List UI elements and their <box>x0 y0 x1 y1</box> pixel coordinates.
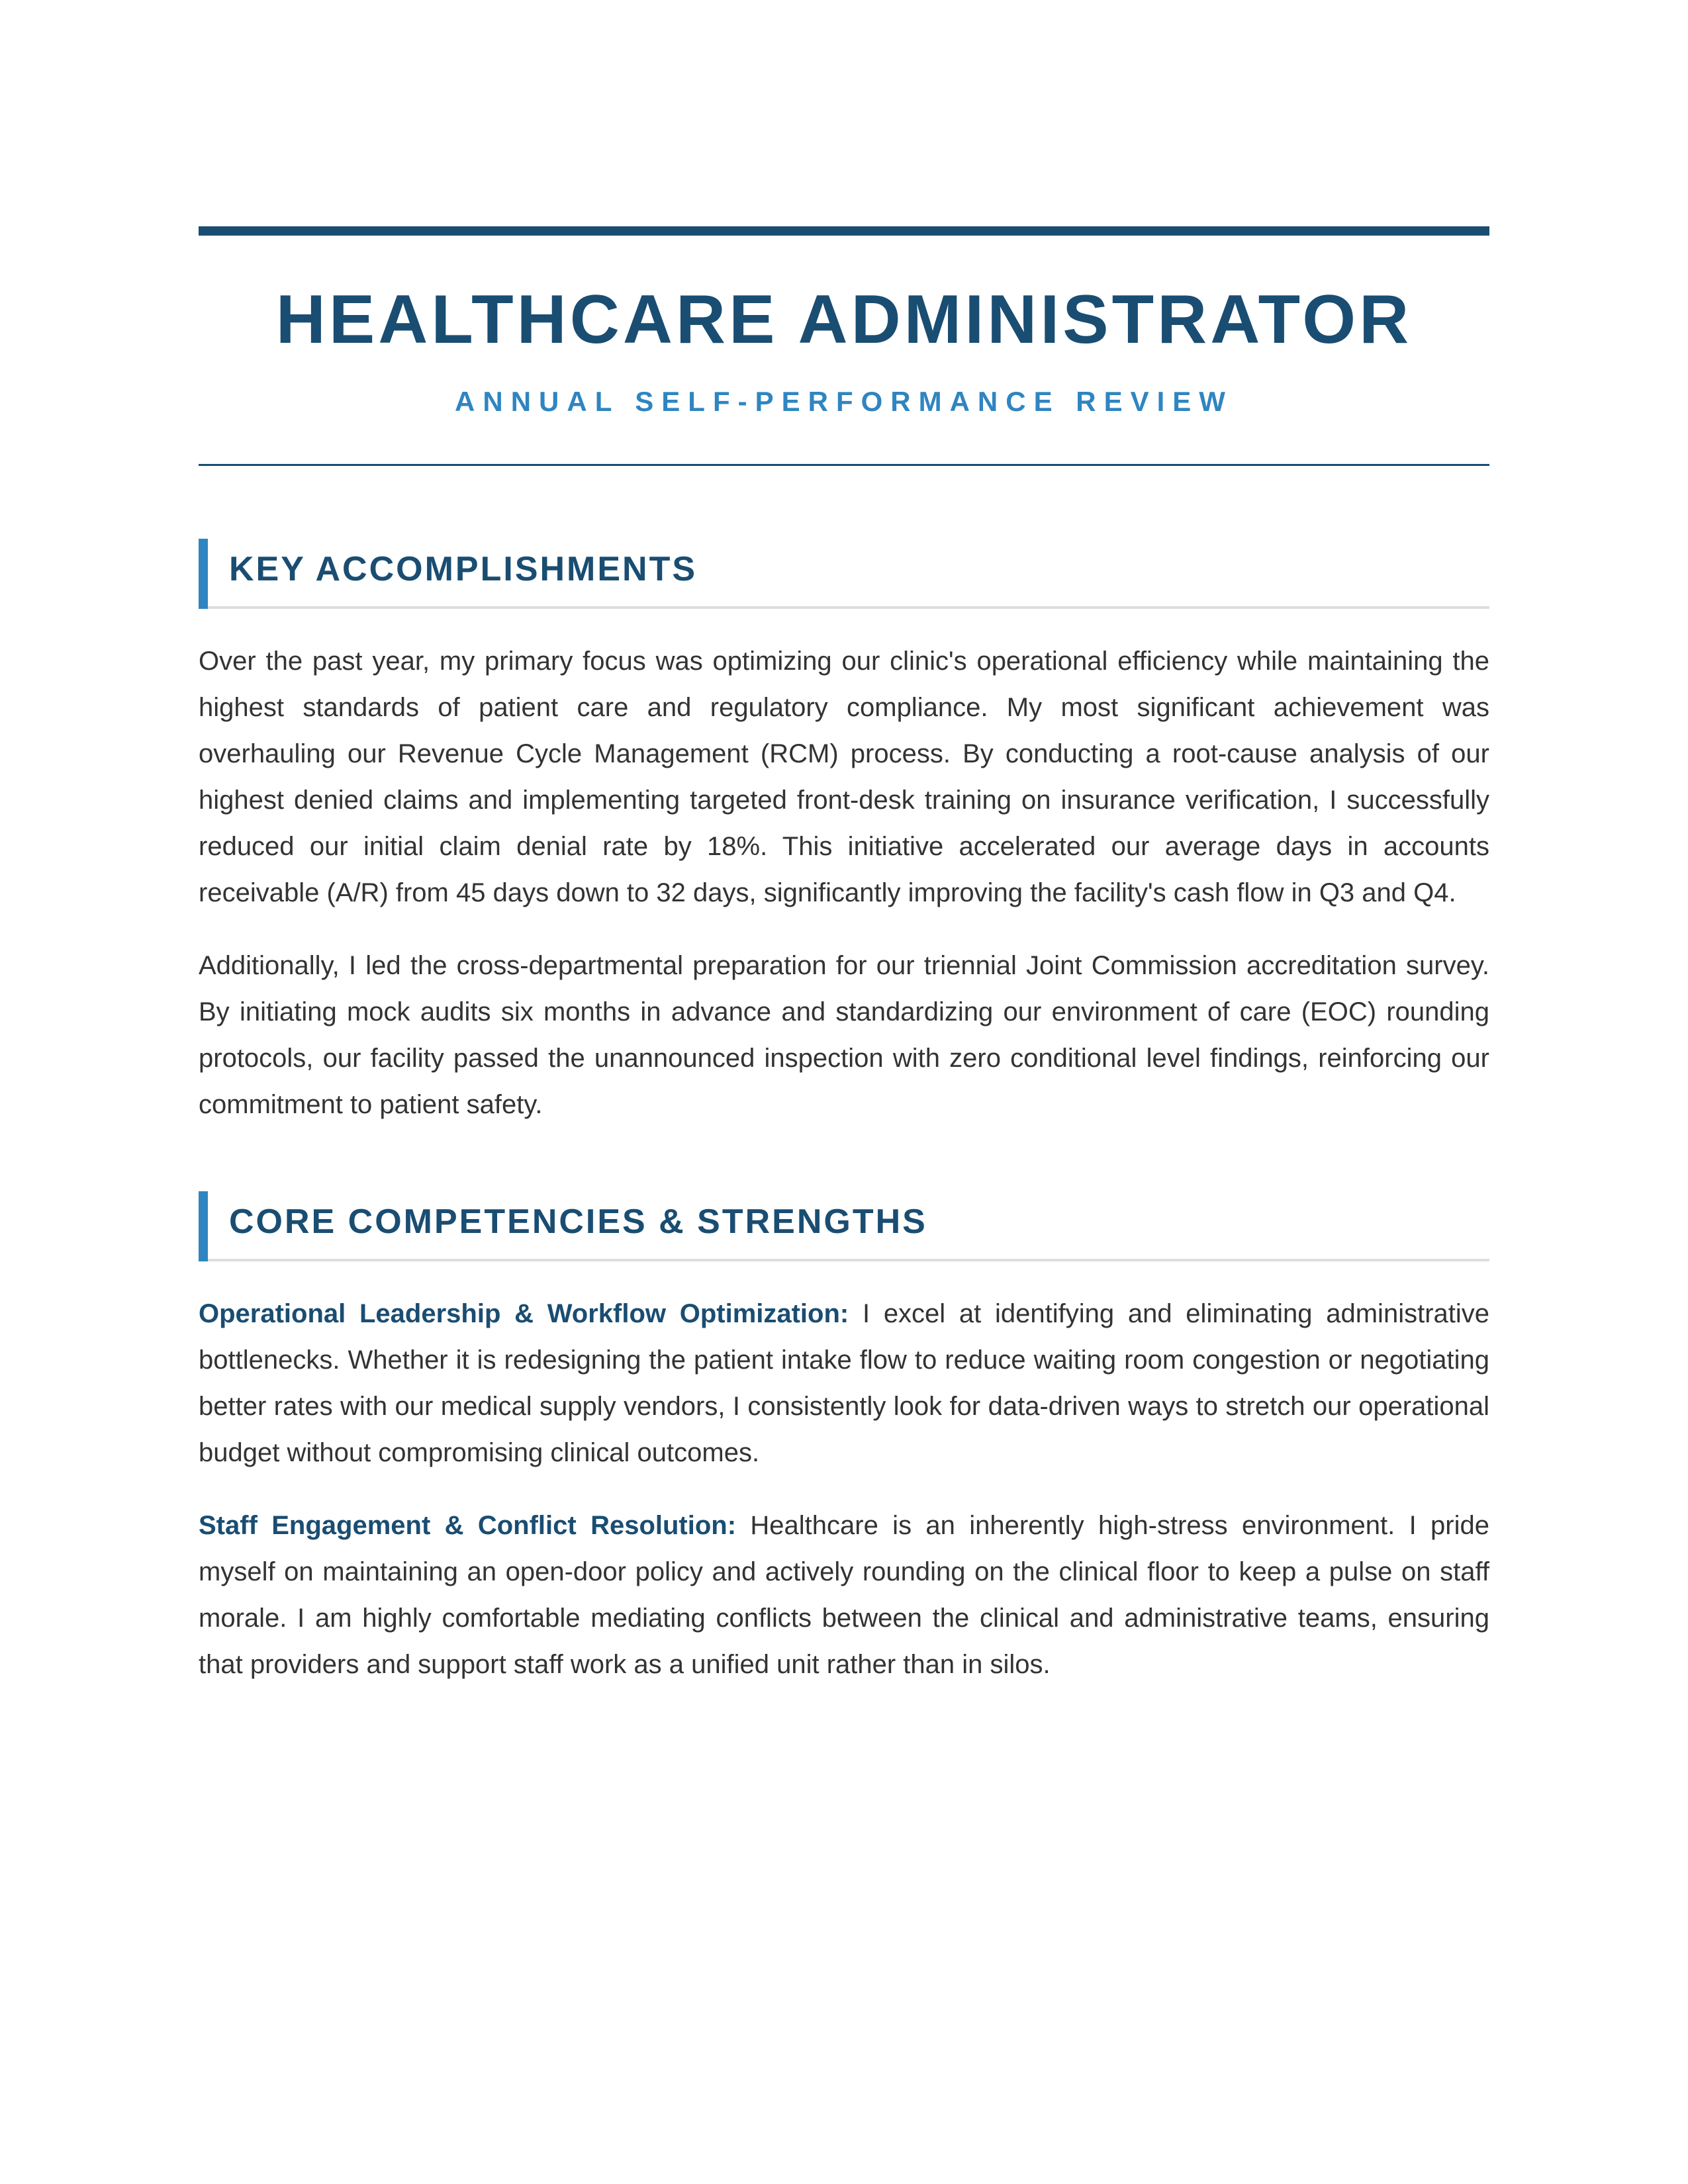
paragraph-lead: Operational Leadership & Workflow Optimization: <box>199 1298 849 1328</box>
section-core-competencies <box>199 1191 1489 1688</box>
section-heading-block <box>199 539 1489 609</box>
top-rule <box>199 226 1489 236</box>
section-heading-block <box>199 1191 1489 1261</box>
section-heading: CORE COMPETENCIES & STRENGTHS <box>229 1202 927 1241</box>
paragraph-text: Over the past year, my primary focus was optimizing our clinic's operational efficiency while maintaining the highest standards of patient care and regulatory compliance. My most significant achievement was overhauling our Revenue Cycle Management (RCM) process. By conducting a root-cause analysis of our highest denied claims and implementing targeted front-desk training on insurance verification, I successfully reduced our initial claim denial rate by 18%. This initiative accelerated our average days in accounts receivable (A/R) from 45 days down to 32 days, significantly improving the facility's cash flow in Q3 and Q4. <box>199 646 1489 907</box>
document-subtitle: ANNUAL SELF-PERFORMANCE REVIEW <box>455 386 1233 418</box>
paragraph-text: Healthcare is an inherently high-stress environment. I pride myself on maintaining an open-door policy and actively rounding on the clinical floor to keep a pulse on staff morale. I am highly comfortable mediating conflicts between the clinical and administrative teams, ensuring that providers and support staff work as a unified unit rather than in silos. <box>199 1510 1489 1679</box>
paragraph-lead: Staff Engagement & Conflict Resolution: <box>199 1510 737 1540</box>
section-heading: KEY ACCOMPLISHMENTS <box>229 549 698 588</box>
header-divider <box>199 464 1489 466</box>
paragraph <box>199 942 1489 1128</box>
section-key-accomplishments <box>199 539 1489 1128</box>
paragraph <box>199 638 1489 916</box>
review-page <box>199 226 1489 1688</box>
paragraph <box>199 1291 1489 1476</box>
paragraph <box>199 1502 1489 1688</box>
document-title: HEALTHCARE ADMINISTRATOR <box>275 281 1413 358</box>
paragraph-text: Additionally, I led the cross-departmental preparation for our triennial Joint Commission accreditation survey. By initiating mock audits six months in advance and standardizing our environment of care (EOC) rounding protocols, our facility passed the unannounced inspection with zero conditional level findings, reinforcing our commitment to patient safety. <box>199 950 1489 1119</box>
paragraph-text: I excel at identifying and eliminating administrative bottlenecks. Whether it is redesigning the patient intake flow to reduce waiting room congestion or negotiating better rates with our medical supply vendors, I consistently look for data-driven ways to stretch our operational budget without compromising clinical outcomes. <box>199 1298 1490 1467</box>
